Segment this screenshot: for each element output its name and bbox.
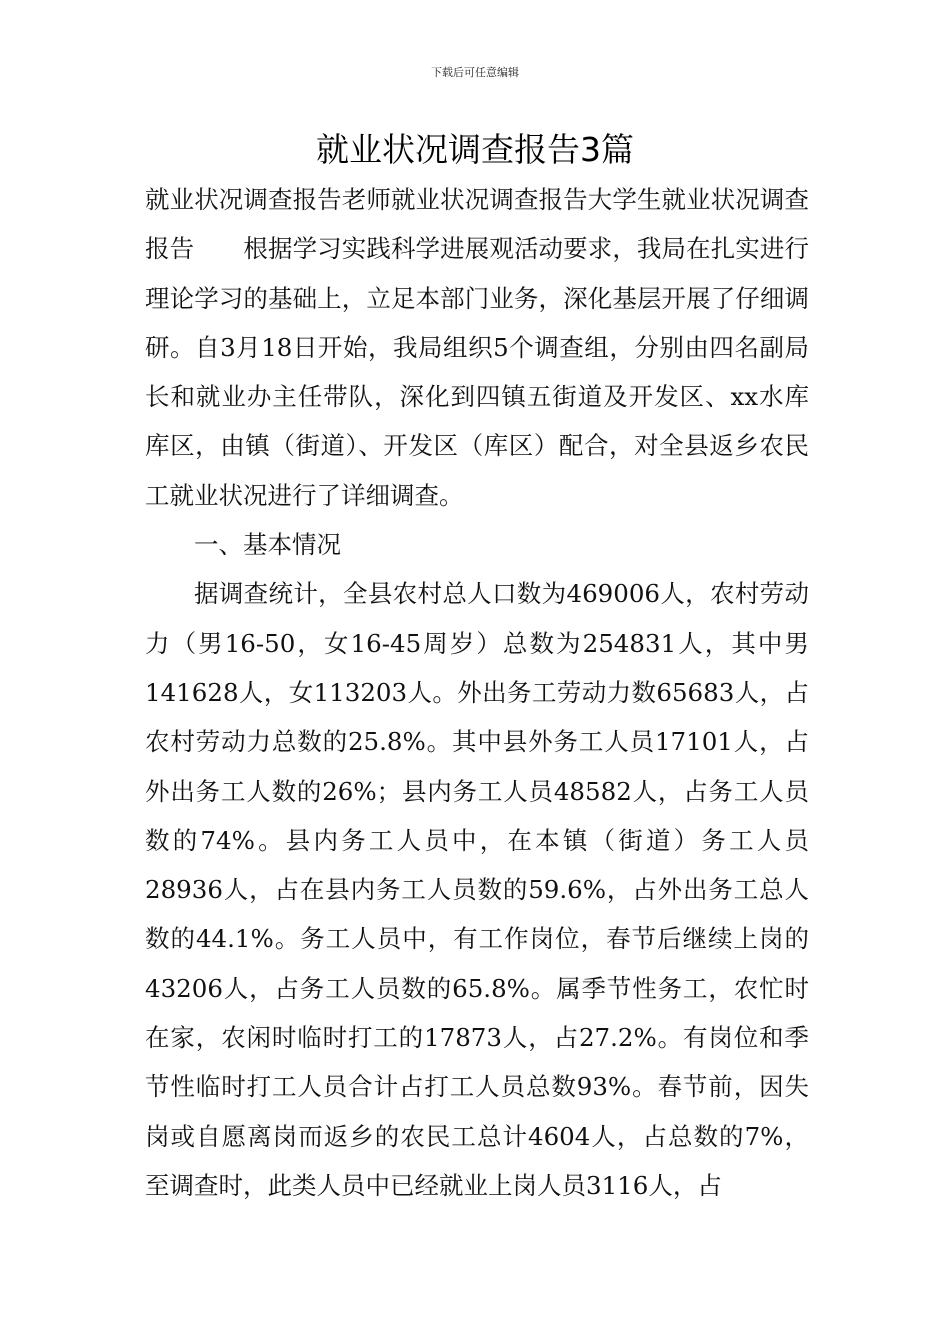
header-note: 下载后可任意编辑 — [431, 66, 519, 79]
paragraph-statistics: 据调查统计，全县农村总人口数为469006人，农村劳动力（男16-50，女16-45周岁）总数为254831人，其中男141628人，女113203人。外出务工劳动力数65683人，占农村劳动力总数的25.8%。其中县外务工人员17101人，占外出务工人数的26%；县内务工人员48582人，占务工人员数的74%。县内务工人员中，在本镇（街道）务工人员28936人，占在县内务工人员数的59.6%，占外出务工总人数的44.1%。务工人员中，有工作岗位，春节后继续上岗的43206人，占务工人员数的65.8%。属季节性务工，农忙时在家，农闲时临时打工的17873人，占27.2%。有岗位和季节性临时打工人员合计占打工人员总数93%。春节前，因失岗或自愿离岗而返乡的农民工总计4604人，占总数的7%，至调查时，此类人员中已经就业上岗人员3116人，占 — [145, 579, 809, 1200]
section-heading-basic-situation: 一、基本情况 — [194, 530, 341, 560]
document-body — [145, 175, 809, 1210]
paragraph-intro: 就业状况调查报告老师就业状况调查报告大学生就业状况调查报告 根据学习实践科学进展观活动要求，我局在扎实进行理论学习的基础上，立足本部门业务，深化基层开展了仔细调研。自3月18日开始，我局组织5个调查组，分别由四名副局长和就业办主任带队，深化到四镇五街道及开发区、xx水库库区，由镇（街道）、开发区（库区）配合，对全县返乡农民工就业状况进行了详细调查。 — [145, 185, 809, 510]
document-title: 就业状况调查报告3篇 — [316, 130, 634, 169]
